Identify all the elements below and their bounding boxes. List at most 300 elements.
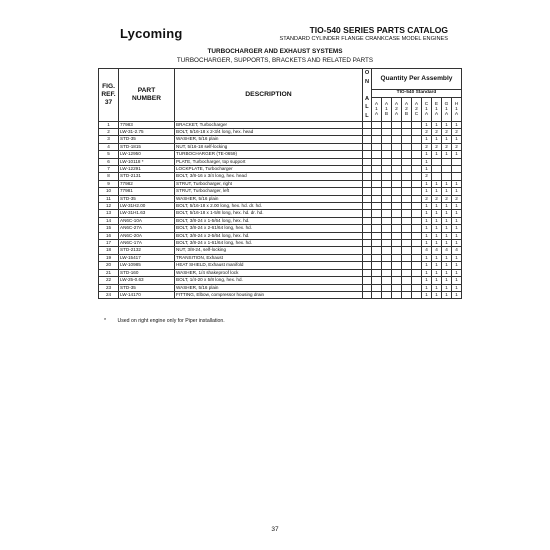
quantity-cell: 1 [432,121,442,128]
quantity-cell: 4 [422,247,432,254]
quantity-cell [372,232,382,239]
quantity-cell [412,121,422,128]
quantity-cell [402,128,412,135]
quantity-cell: 1 [422,151,432,158]
catalog-title: TIO-540 SERIES PARTS CATALOG [309,25,448,35]
quantity-cell [412,254,422,261]
quantity-cell [372,269,382,276]
part-number-header: PART NUMBER [119,69,175,122]
description-cell: STRUT, Turbocharger, right [175,180,363,187]
table-row [99,151,462,158]
table-row [99,232,462,239]
ref-cell: 20 [99,262,119,269]
quantity-cell: 1 [452,151,462,158]
quantity-cell: 1 [452,291,462,298]
quantity-cell [432,173,442,180]
part-number-cell: LW-15417 [119,254,175,261]
quantity-cell [392,173,402,180]
quantity-cell [402,247,412,254]
description-cell: FITTING, Elbow, compressor housing drain [175,291,363,298]
quantity-cell [382,225,392,232]
quantity-cell [402,291,412,298]
quantity-cell [392,225,402,232]
quantity-cell [382,217,392,224]
description-cell: BOLT, 3/8-16 x 3/4 long, hex. head [175,173,363,180]
part-number-cell: LW-31H2.00 [119,203,175,210]
ref-cell: 21 [99,269,119,276]
table-row [99,247,462,254]
description-cell: WASHER, 5/16 plain [175,195,363,202]
quantity-cell [402,195,412,202]
quantity-cell: 2 [422,173,432,180]
table-row [99,173,462,180]
fig-ref-header [99,69,119,122]
part-number-cell: 77983 [119,121,175,128]
quantity-cell [432,158,442,165]
quantity-cell [412,217,422,224]
quantity-cell [372,188,382,195]
quantity-cell [402,210,412,217]
onal-cell [363,247,372,254]
description-cell: BOLT, 1/4-20 x 5/8 long, hex. hd. [175,277,363,284]
description-cell: WASHER, 1/4 shakeproof lock [175,269,363,276]
model-header-cell: A 2 C [412,98,422,121]
quantity-cell: 1 [422,136,432,143]
onal-cell [363,269,372,276]
quantity-cell [382,284,392,291]
quantity-cell [402,254,412,261]
quantity-cell [402,173,412,180]
ref-cell: 9 [99,180,119,187]
onal-cell [363,284,372,291]
description-cell: BRACKET, Turbocharger [175,121,363,128]
quantity-cell: 1 [452,217,462,224]
quantity-cell: 1 [452,284,462,291]
page-number: 37 [271,526,279,533]
quantity-cell: 2 [422,195,432,202]
quantity-cell [392,277,402,284]
quantity-cell [372,121,382,128]
quantity-header: Quantity Per Assembly [372,69,462,90]
quantity-cell: 1 [432,225,442,232]
quantity-cell [382,121,392,128]
model-header-cell: E 1 A [432,98,442,121]
ref-cell: 12 [99,203,119,210]
onal-cell [363,195,372,202]
quantity-cell [392,166,402,173]
quantity-cell: 1 [442,232,452,239]
model-header-cell: A 1 A [372,98,382,121]
parts-table [98,68,462,299]
quantity-cell [412,277,422,284]
quantity-cell [372,195,382,202]
quantity-cell [372,247,382,254]
table-row [99,217,462,224]
quantity-cell: 1 [432,269,442,276]
quantity-cell: 1 [452,232,462,239]
ref-cell: 10 [99,188,119,195]
quantity-cell [402,143,412,150]
quantity-cell: 4 [432,247,442,254]
quantity-cell [392,232,402,239]
part-number-cell: LW-31-2.75 [119,128,175,135]
quantity-cell: 1 [422,254,432,261]
quantity-cell [402,262,412,269]
part-number-cell: STD-35 [119,195,175,202]
quantity-cell: 1 [422,269,432,276]
quantity-cell [392,136,402,143]
quantity-cell [412,166,422,173]
onal-cell [363,158,372,165]
description-cell: TRANSITION, Exhaust [175,254,363,261]
quantity-cell [412,180,422,187]
quantity-cell: 1 [452,121,462,128]
onal-cell [363,210,372,217]
quantity-cell [382,291,392,298]
description-cell: TURBOCHARGER (TE-0659) [175,151,363,158]
quantity-cell [372,240,382,247]
ref-cell: 11 [99,195,119,202]
table-row [99,262,462,269]
model-header-cell: H 1 A [452,98,462,121]
part-number-cell: STD-160 [119,269,175,276]
quantity-cell: 2 [432,195,442,202]
quantity-cell [412,210,422,217]
onal-cell [363,232,372,239]
footnote-marker: * [104,318,107,324]
description-cell: BOLT, 5/16-18 x 2-3/4 long, hex. head [175,128,363,135]
quantity-cell: 1 [432,240,442,247]
quantity-cell: 1 [452,240,462,247]
quantity-cell [392,151,402,158]
quantity-cell [382,166,392,173]
quantity-cell: 1 [442,210,452,217]
quantity-cell: 2 [452,195,462,202]
quantity-cell [372,291,382,298]
quantity-cell [382,188,392,195]
onal-cell [363,203,372,210]
quantity-cell: 1 [422,217,432,224]
quantity-cell [392,158,402,165]
ref-cell: 3 [99,136,119,143]
quantity-cell [382,277,392,284]
quantity-cell: 1 [442,203,452,210]
table-row [99,188,462,195]
quantity-cell [402,284,412,291]
quantity-cell: 1 [432,254,442,261]
quantity-cell [372,225,382,232]
quantity-cell: 1 [432,262,442,269]
onal-cell [363,277,372,284]
quantity-cell [392,291,402,298]
description-cell: STRUT, Turbocharger, left [175,188,363,195]
standard-header: TIO-540 Standard [372,89,462,98]
description-cell: BOLT, 3/8-24 x 1-5/64 long, hex. hd. [175,217,363,224]
quantity-cell [392,217,402,224]
ref-cell: 4 [99,143,119,150]
quantity-cell [402,121,412,128]
onal-cell [363,240,372,247]
quantity-cell: 1 [452,210,462,217]
part-number-cell: LW-10985 [119,262,175,269]
quantity-cell: 2 [452,143,462,150]
description-cell: WASHER, 5/16 plain [175,284,363,291]
table-row [99,166,462,173]
quantity-cell: 2 [432,143,442,150]
quantity-cell [382,143,392,150]
quantity-cell [392,128,402,135]
table-row [99,240,462,247]
brand-logo-text: Lycoming [120,26,183,41]
quantity-cell [392,254,402,261]
ref-cell: 5 [99,151,119,158]
table-row [99,128,462,135]
quantity-cell [382,136,392,143]
quantity-cell [392,180,402,187]
quantity-cell [402,136,412,143]
quantity-cell [402,240,412,247]
quantity-cell: 1 [422,225,432,232]
ref-cell: 16 [99,232,119,239]
quantity-cell [382,173,392,180]
description-cell: BOLT, 5/16-18 x 2.00 long, hex. hd. dr. hd. [175,203,363,210]
quantity-cell [412,188,422,195]
quantity-cell [412,225,422,232]
quantity-cell [412,173,422,180]
part-number-cell: STD-35 [119,284,175,291]
part-number-cell: AN6C-17A [119,240,175,247]
table-row [99,203,462,210]
quantity-cell [402,217,412,224]
part-number-cell: AN6C-10A [119,217,175,224]
quantity-cell [382,195,392,202]
description-cell: BOLT, 3/8-24 x 1-61/64 long, hex. hd. [175,240,363,247]
quantity-cell: 1 [452,136,462,143]
ref-cell: 8 [99,173,119,180]
quantity-cell [372,284,382,291]
onal-cell [363,128,372,135]
quantity-cell [402,166,412,173]
quantity-cell [402,151,412,158]
quantity-cell [402,158,412,165]
quantity-cell [402,277,412,284]
quantity-cell [372,254,382,261]
quantity-cell [412,240,422,247]
catalog-subtitle: STANDARD CYLINDER FLANGE CRANKCASE MODEL ENGINES [279,36,448,42]
ref-cell: 14 [99,217,119,224]
quantity-cell: 2 [432,128,442,135]
ref-cell: 13 [99,210,119,217]
section-subtitle: TURBOCHARGER, SUPPORTS, BRACKETS AND RELATED PARTS [176,57,374,64]
quantity-cell: 1 [422,166,432,173]
quantity-cell: 1 [422,203,432,210]
quantity-cell: 4 [442,247,452,254]
quantity-cell [452,166,462,173]
quantity-cell: 1 [452,203,462,210]
part-number-cell: STD-1815 [119,143,175,150]
quantity-cell [442,173,452,180]
quantity-cell [392,143,402,150]
quantity-cell [372,158,382,165]
quantity-cell [392,210,402,217]
table-row [99,210,462,217]
quantity-cell [382,210,392,217]
quantity-cell [412,284,422,291]
quantity-cell [382,247,392,254]
quantity-cell: 1 [442,217,452,224]
quantity-cell [412,143,422,150]
quantity-cell: 1 [442,262,452,269]
quantity-cell: 1 [422,291,432,298]
part-number-cell: LW-25-0.63 [119,277,175,284]
quantity-cell: 2 [422,143,432,150]
onal-cell [363,180,372,187]
table-row [99,158,462,165]
quantity-cell [392,269,402,276]
quantity-cell: 2 [442,128,452,135]
table-row [99,291,462,298]
quantity-cell: 1 [432,217,442,224]
onal-cell [363,143,372,150]
quantity-cell: 1 [422,180,432,187]
quantity-cell: 1 [442,151,452,158]
quantity-cell [382,158,392,165]
quantity-cell: 1 [442,269,452,276]
footnote [104,318,225,324]
quantity-cell [402,188,412,195]
quantity-cell: 1 [442,277,452,284]
quantity-cell [382,232,392,239]
quantity-cell: 1 [432,136,442,143]
ref-cell: 22 [99,277,119,284]
onal-cell [363,254,372,261]
quantity-cell: 1 [422,262,432,269]
description-cell: NUT, 3/8-24, self-locking [175,247,363,254]
fig-ref-label: FIG. REF. [101,82,116,98]
quantity-cell [442,158,452,165]
quantity-cell [392,247,402,254]
part-number-cell: 77982 [119,180,175,187]
table-row [99,269,462,276]
onal-cell [363,217,372,224]
quantity-cell: 1 [432,188,442,195]
quantity-cell [392,262,402,269]
quantity-cell: 1 [422,121,432,128]
onal-cell [363,262,372,269]
quantity-cell [372,128,382,135]
quantity-cell [372,136,382,143]
onal-cell [363,151,372,158]
quantity-cell [392,240,402,247]
part-number-cell: STD-35 [119,136,175,143]
quantity-cell: 1 [442,291,452,298]
table-row [99,284,462,291]
quantity-cell: 1 [432,284,442,291]
ref-cell: 1 [99,121,119,128]
ref-cell: 17 [99,240,119,247]
quantity-cell [382,128,392,135]
quantity-cell [372,166,382,173]
quantity-cell: 1 [432,291,442,298]
description-cell: BOLT, 3/8-24 x 2-61/64 long, hex. hd. [175,225,363,232]
quantity-cell [392,121,402,128]
model-header-cell: C 1 A [422,98,432,121]
quantity-cell [372,180,382,187]
quantity-cell [382,203,392,210]
quantity-cell [452,173,462,180]
table-row [99,277,462,284]
quantity-cell [402,225,412,232]
quantity-cell [382,151,392,158]
quantity-cell [402,269,412,276]
quantity-cell: 1 [422,277,432,284]
part-number-cell: AN6C-20A [119,232,175,239]
quantity-cell: 1 [442,188,452,195]
quantity-cell [392,195,402,202]
quantity-cell [432,166,442,173]
quantity-cell: 2 [452,128,462,135]
quantity-cell: 1 [422,232,432,239]
part-number-cell: LW-10118 * [119,158,175,165]
quantity-cell: 1 [442,136,452,143]
quantity-cell: 4 [452,247,462,254]
quantity-cell [382,262,392,269]
part-number-cell: LW-12291 [119,166,175,173]
quantity-cell: 1 [452,225,462,232]
quantity-cell: 2 [422,128,432,135]
onal-cell [363,188,372,195]
quantity-cell [382,240,392,247]
description-cell: HEAT SHIELD, Exhaust manifold [175,262,363,269]
quantity-cell: 1 [452,254,462,261]
part-number-cell: STD-2132 [119,247,175,254]
quantity-cell [412,269,422,276]
quantity-cell [372,203,382,210]
quantity-cell [412,136,422,143]
description-cell: WASHER, 5/16 plain [175,136,363,143]
onal-cell [363,291,372,298]
quantity-cell [372,143,382,150]
description-cell: LOCKPLATE, Turbocharger [175,166,363,173]
quantity-cell: 2 [442,195,452,202]
quantity-cell: 1 [452,188,462,195]
quantity-cell: 1 [422,210,432,217]
quantity-cell: 1 [432,151,442,158]
quantity-cell [392,203,402,210]
ref-cell: 23 [99,284,119,291]
quantity-cell [392,188,402,195]
description-cell: PLATE, Turbocharger, top support [175,158,363,165]
onal-cell [363,225,372,232]
quantity-cell: 1 [422,158,432,165]
section-title: TURBOCHARGER AND EXHAUST SYSTEMS [207,48,343,55]
model-header-cell: G 1 A [442,98,452,121]
quantity-cell: 1 [442,180,452,187]
quantity-cell [412,203,422,210]
table-row [99,180,462,187]
part-number-cell: AN6C-27A [119,225,175,232]
quantity-cell: 1 [432,203,442,210]
model-header-cell: A 2 A [392,98,402,121]
description-header: DESCRIPTION [175,69,363,122]
part-number-cell: STD-2131 [119,173,175,180]
quantity-cell: 1 [452,262,462,269]
table-row [99,121,462,128]
part-number-cell: LW-12950 [119,151,175,158]
part-number-cell: LW-14170 [119,291,175,298]
quantity-cell: 1 [432,180,442,187]
quantity-cell: 1 [442,240,452,247]
